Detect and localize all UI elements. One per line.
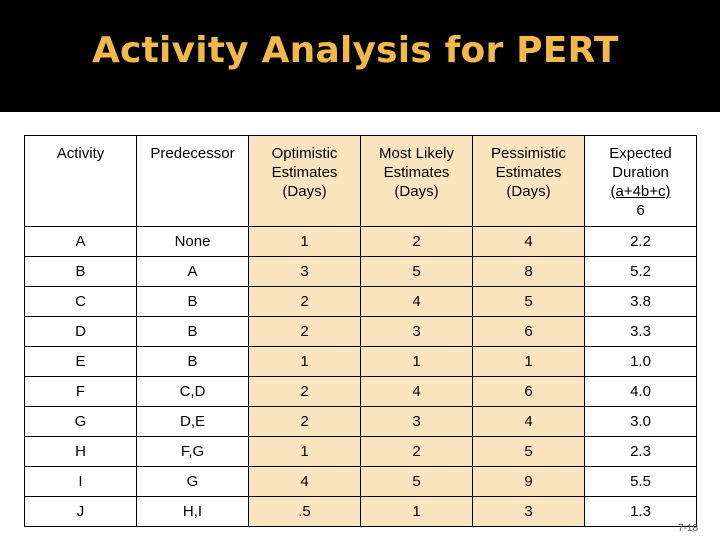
cell-activity: H (25, 437, 137, 467)
cell-pessimistic: 8 (473, 257, 585, 287)
header-optimistic: Optimistic Estimates (Days) (249, 136, 361, 227)
cell-most-likely: 2 (361, 227, 473, 257)
cell-optimistic: 2 (249, 407, 361, 437)
cell-optimistic: 1 (249, 347, 361, 377)
title-bar (0, 0, 720, 112)
cell-most-likely: 3 (361, 407, 473, 437)
cell-activity: G (25, 407, 137, 437)
cell-most-likely: 4 (361, 377, 473, 407)
cell-expected-duration: 2.2 (585, 227, 697, 257)
page-number: 7-18 (677, 523, 698, 534)
cell-expected-duration: 5.2 (585, 257, 697, 287)
cell-pessimistic: 3 (473, 497, 585, 527)
cell-predecessor: H,I (137, 497, 249, 527)
cell-most-likely: 5 (361, 467, 473, 497)
cell-pessimistic: 5 (473, 437, 585, 467)
cell-predecessor: B (137, 287, 249, 317)
cell-activity: I (25, 467, 137, 497)
table-row (25, 407, 697, 437)
table-header-row (25, 136, 697, 227)
cell-activity: B (25, 257, 137, 287)
cell-optimistic: 1 (249, 437, 361, 467)
table-row (25, 287, 697, 317)
cell-expected-duration: 3.0 (585, 407, 697, 437)
header-activity: Activity (25, 136, 137, 227)
cell-expected-duration: 1.3 (585, 497, 697, 527)
cell-predecessor: B (137, 317, 249, 347)
cell-predecessor: A (137, 257, 249, 287)
cell-most-likely: 1 (361, 497, 473, 527)
table-row (25, 347, 697, 377)
cell-optimistic: 2 (249, 317, 361, 347)
cell-predecessor: B (137, 347, 249, 377)
cell-optimistic: 2 (249, 287, 361, 317)
cell-optimistic: .5 (249, 497, 361, 527)
table-body (25, 227, 697, 527)
header-pessimistic: Pessimistic Estimates (Days) (473, 136, 585, 227)
cell-activity: F (25, 377, 137, 407)
cell-activity: A (25, 227, 137, 257)
slide-title: Activity Analysis for PERT (92, 30, 619, 71)
cell-optimistic: 3 (249, 257, 361, 287)
cell-activity: J (25, 497, 137, 527)
cell-activity: E (25, 347, 137, 377)
table-row (25, 317, 697, 347)
cell-activity: D (25, 317, 137, 347)
cell-expected-duration: 3.3 (585, 317, 697, 347)
pert-activity-table (24, 135, 697, 527)
cell-pessimistic: 4 (473, 227, 585, 257)
header-most-likely: Most Likely Estimates (Days) (361, 136, 473, 227)
cell-predecessor: G (137, 467, 249, 497)
cell-pessimistic: 9 (473, 467, 585, 497)
cell-predecessor: D,E (137, 407, 249, 437)
cell-predecessor: F,G (137, 437, 249, 467)
formula-denominator: 6 (636, 202, 645, 219)
table-row (25, 377, 697, 407)
cell-most-likely: 3 (361, 317, 473, 347)
table-row (25, 497, 697, 527)
header-expected-duration: Expected Duration (a+4b+c) 6 (585, 136, 697, 227)
cell-predecessor: None (137, 227, 249, 257)
cell-activity: C (25, 287, 137, 317)
table-row (25, 467, 697, 497)
header-predecessor: Predecessor (137, 136, 249, 227)
cell-most-likely: 4 (361, 287, 473, 317)
cell-optimistic: 1 (249, 227, 361, 257)
cell-optimistic: 4 (249, 467, 361, 497)
cell-optimistic: 2 (249, 377, 361, 407)
cell-most-likely: 1 (361, 347, 473, 377)
cell-most-likely: 5 (361, 257, 473, 287)
table-row (25, 257, 697, 287)
cell-expected-duration: 3.8 (585, 287, 697, 317)
cell-pessimistic: 6 (473, 317, 585, 347)
cell-expected-duration: 4.0 (585, 377, 697, 407)
cell-most-likely: 2 (361, 437, 473, 467)
cell-pessimistic: 5 (473, 287, 585, 317)
cell-pessimistic: 1 (473, 347, 585, 377)
table-row (25, 227, 697, 257)
cell-expected-duration: 2.3 (585, 437, 697, 467)
table-row (25, 437, 697, 467)
cell-pessimistic: 6 (473, 377, 585, 407)
cell-expected-duration: 1.0 (585, 347, 697, 377)
formula-numerator: (a+4b+c) (610, 183, 671, 200)
cell-pessimistic: 4 (473, 407, 585, 437)
cell-predecessor: C,D (137, 377, 249, 407)
cell-expected-duration: 5.5 (585, 467, 697, 497)
